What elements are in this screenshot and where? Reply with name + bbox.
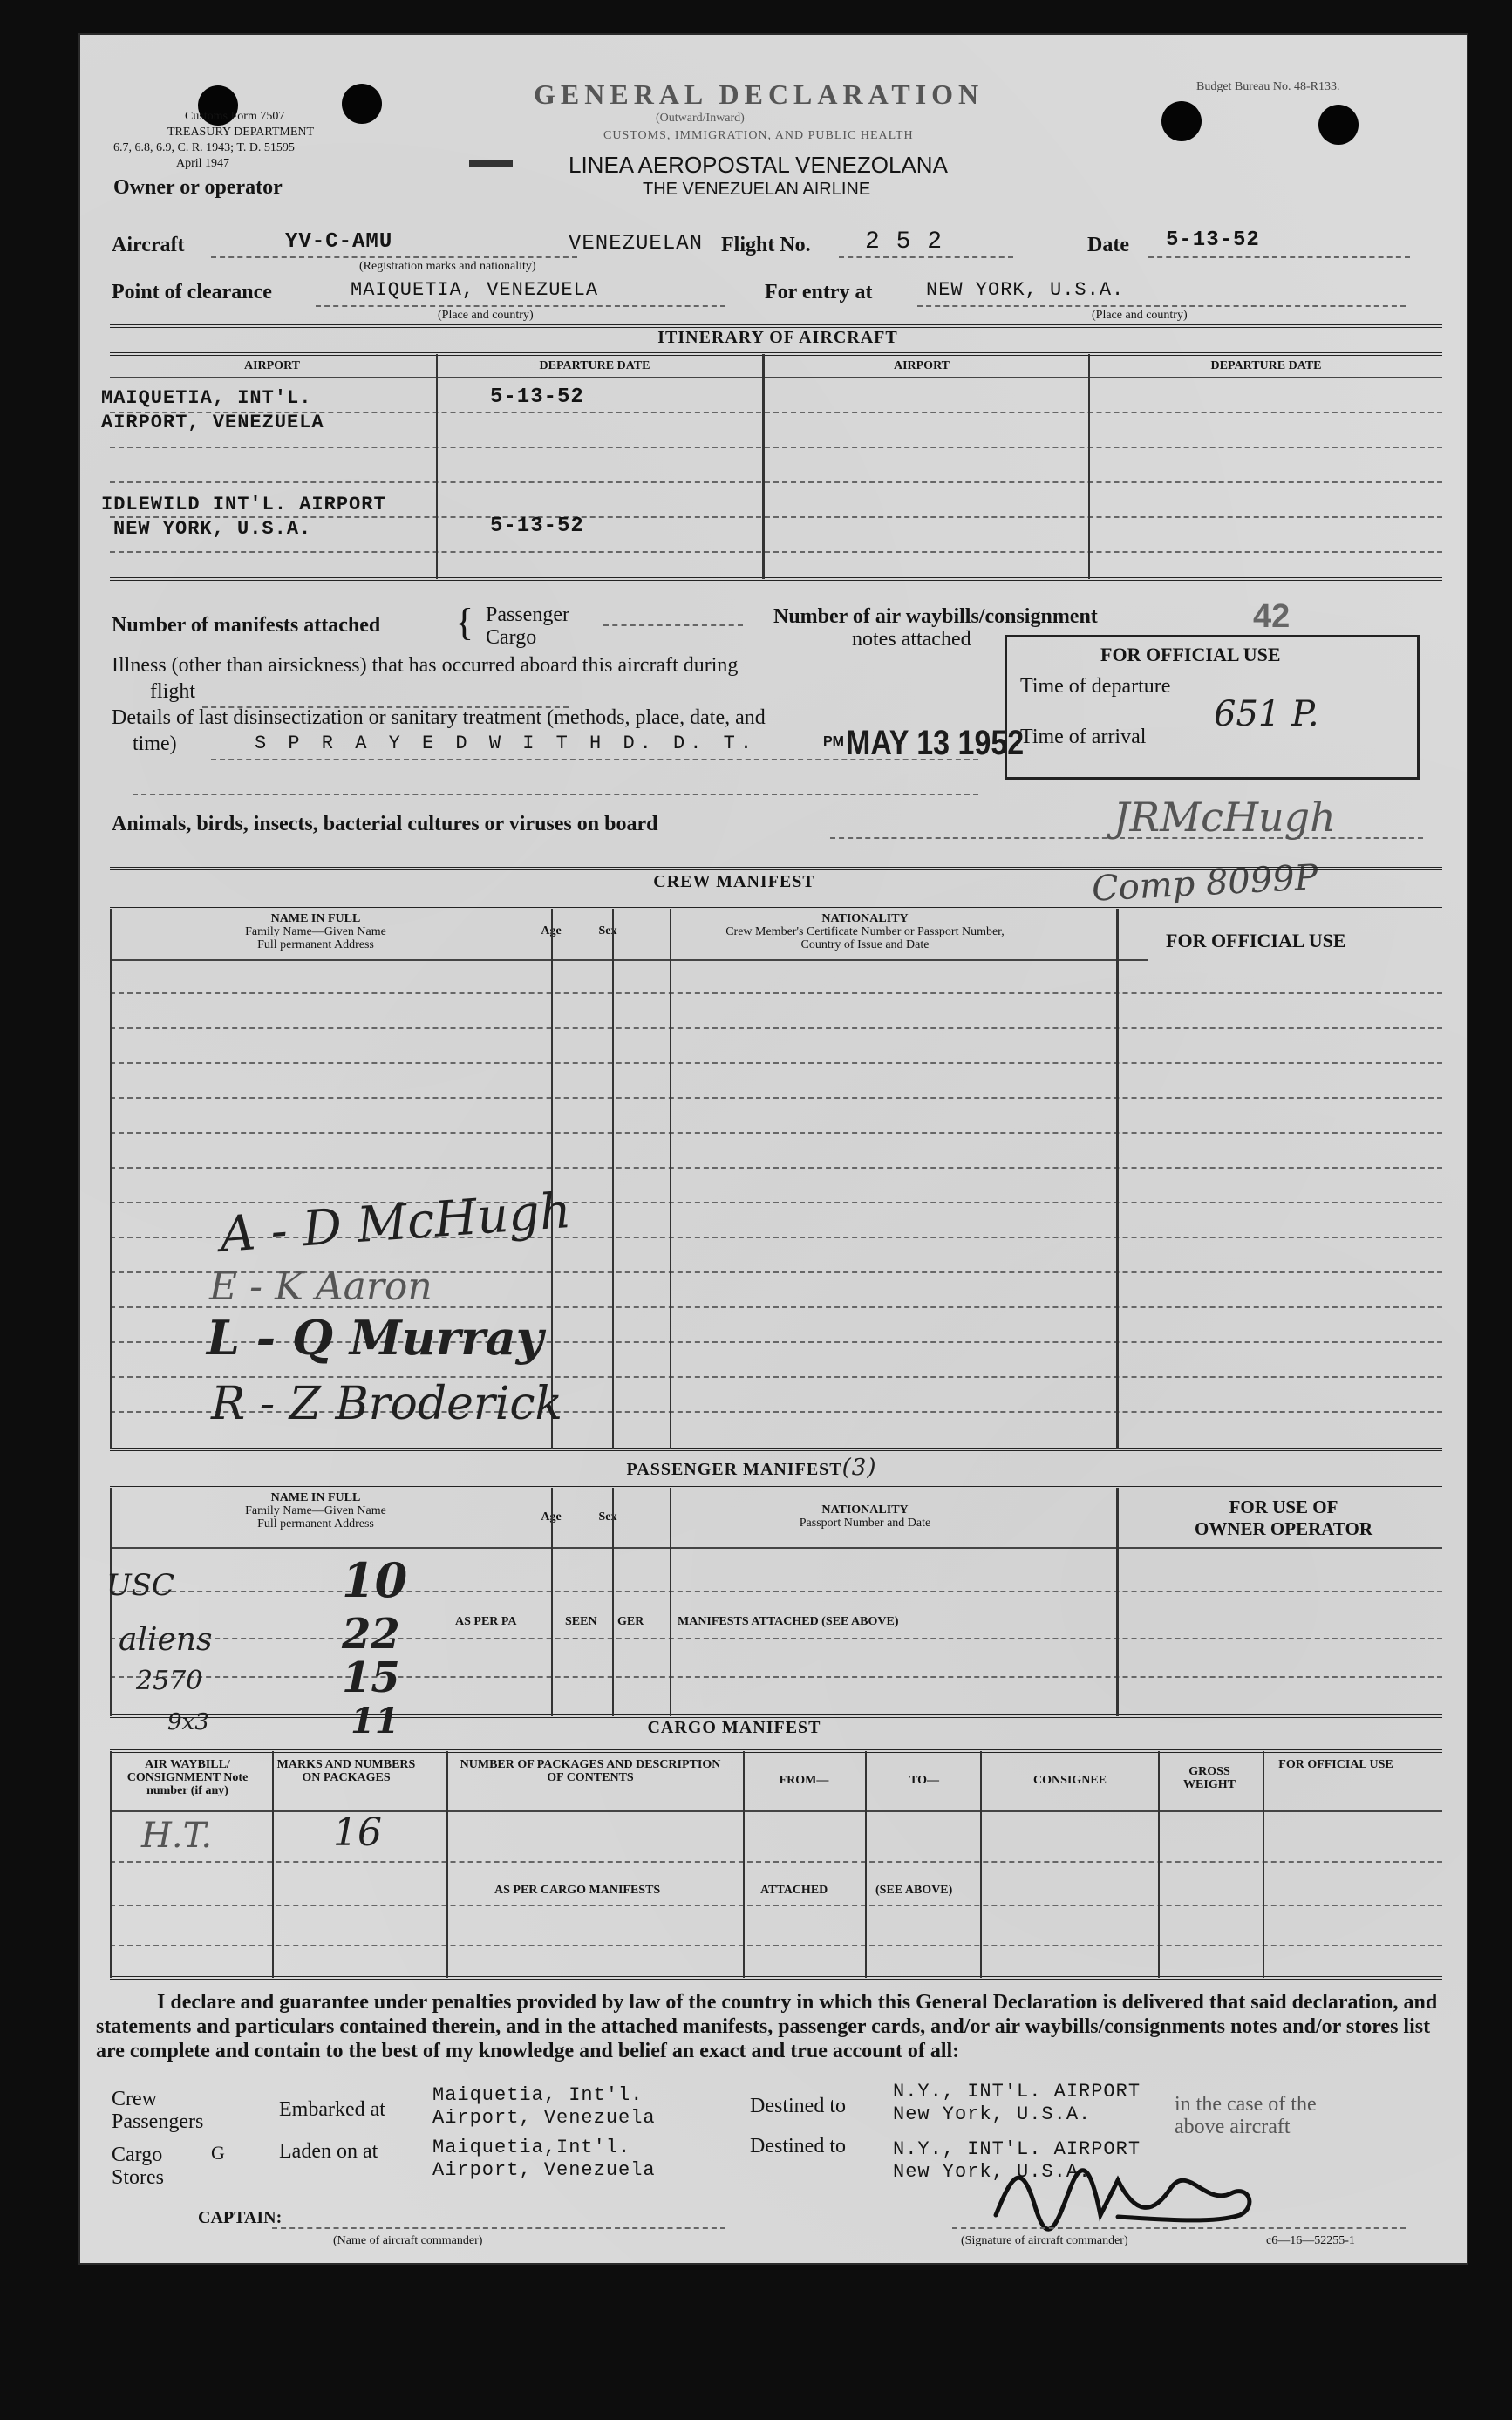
itinerary-airport: NEW YORK, U.S.A. xyxy=(113,518,312,540)
crew-signature: L - Q Murray xyxy=(207,1310,544,1366)
illness-label-2: flight xyxy=(150,680,195,703)
laden-label: Laden on at xyxy=(279,2140,378,2163)
crew-col-name xyxy=(115,912,516,951)
passenger-col-name-sub: Family Name—Given Name xyxy=(245,1504,386,1517)
passenger-col-nat-label: NATIONALITY xyxy=(821,1503,909,1517)
embarked-value: Maiquetia, Int'l. xyxy=(432,2084,644,2106)
flight-number: 2 5 2 xyxy=(865,228,943,256)
agencies: CUSTOMS, IMMIGRATION, AND PUBLIC HEALTH xyxy=(603,129,914,142)
passenger-col-sex: Sex xyxy=(598,1510,617,1524)
aircraft-registration: YV-C-AMU xyxy=(285,230,393,254)
passenger-per-pa: AS PER PA xyxy=(455,1615,517,1628)
passenger-seen: SEEN xyxy=(565,1615,597,1628)
entry-sub: (Place and country) xyxy=(1092,309,1188,322)
cargo-col-packages: NUMBER OF PACKAGES AND DESCRIPTION OF CONTENTS xyxy=(460,1758,721,1784)
passenger-group-label: aliens xyxy=(119,1622,213,1658)
decl-crew: Crew xyxy=(112,2088,157,2110)
captain-label: CAPTAIN: xyxy=(198,2208,283,2227)
waybills-label: Number of air waybills/consignment xyxy=(773,605,1098,628)
itinerary-col-date: DEPARTURE DATE xyxy=(539,359,650,372)
aircraft-sub: (Registration marks and nationality) xyxy=(359,260,536,273)
passenger-col-age: Age xyxy=(541,1510,562,1524)
itinerary-airport: IDLEWILD INT'L. AIRPORT xyxy=(101,494,386,515)
airline-name-english: THE VENEZUELAN AIRLINE xyxy=(643,180,871,199)
airline-logo xyxy=(469,160,513,167)
passenger-col-name xyxy=(115,1491,516,1530)
passenger-col-owner-2: OWNER OPERATOR xyxy=(1195,1518,1372,1539)
disinsect-label-2: time) xyxy=(133,733,177,755)
cargo-title: CARGO MANIFEST xyxy=(647,1718,821,1737)
crew-signature: A - D McHugh xyxy=(218,1183,573,1264)
form-subtitle: (Outward/Inward) xyxy=(656,112,745,125)
passenger-manifest-count-label: Passenger xyxy=(486,603,569,626)
passenger-col-name-label: NAME IN FULL xyxy=(270,1491,361,1504)
disinsect-value: S P R A Y E D W I T H D. D. T. xyxy=(255,733,758,754)
passenger-col-owner-1: FOR USE OF xyxy=(1229,1496,1338,1517)
punch-hole xyxy=(1318,105,1359,145)
brace: { xyxy=(455,601,474,644)
destined-label: Destined to xyxy=(750,2135,846,2158)
official-note: Comp 8099P xyxy=(1090,857,1319,910)
destination-value: New York, U.S.A. xyxy=(893,2103,1092,2125)
itinerary-col-airport: AIRPORT xyxy=(893,359,950,372)
crew-col-name-sub: Full permanent Address xyxy=(257,938,374,951)
destination-value: N.Y., INT'L. AIRPORT xyxy=(893,2081,1141,2103)
cargo-packages-value: 16 xyxy=(333,1810,382,1855)
passenger-group-label: 2570 xyxy=(136,1666,203,1696)
waybills-label-2: notes attached xyxy=(852,628,971,651)
official-departure-label: Time of departure xyxy=(1020,675,1171,698)
punch-hole xyxy=(342,84,382,124)
passenger-col-name-sub: Full permanent Address xyxy=(257,1517,374,1530)
passenger-group-label: USC xyxy=(106,1568,174,1603)
crew-col-nationality xyxy=(643,912,1087,951)
flight-date: 5-13-52 xyxy=(1166,228,1260,252)
form-number: Customs Form 7507 xyxy=(185,110,285,123)
official-box-title: FOR OFFICIAL USE xyxy=(1100,644,1281,665)
destined-label: Destined to xyxy=(750,2095,846,2117)
cargo-manifest-count-label: Cargo xyxy=(486,626,537,649)
cargo-per-manifests: AS PER CARGO MANIFESTS xyxy=(494,1884,661,1897)
crew-title: CREW MANIFEST xyxy=(653,872,815,891)
form-title: GENERAL DECLARATION xyxy=(534,78,984,110)
punch-hole xyxy=(1161,101,1202,141)
crew-col-nat-sub: Country of Issue and Date xyxy=(800,938,930,951)
passenger-group-label: 9x3 xyxy=(167,1709,209,1735)
aircraft-label: Aircraft xyxy=(112,234,185,256)
case-note: above aircraft xyxy=(1175,2116,1291,2138)
cargo-see-above: (SEE ABOVE) xyxy=(875,1884,953,1897)
clearance-label: Point of clearance xyxy=(112,281,272,303)
passenger-group-count: 15 xyxy=(342,1653,400,1702)
case-note: in the case of the xyxy=(1175,2093,1317,2116)
entry-label: For entry at xyxy=(765,281,873,303)
cargo-col-official: FOR OFFICIAL USE xyxy=(1278,1758,1393,1771)
animals-label: Animals, birds, insects, bacterial cultures or viruses on board xyxy=(112,813,658,835)
official-signature: JRMcHugh xyxy=(1114,794,1336,841)
decl-cargo-mark: G xyxy=(211,2142,225,2164)
passenger-ger: GER xyxy=(617,1615,644,1628)
declaration-text: I declare and guarantee under penalties provided by law of the country in which this General Declaration is delivered that said declaration, and statements and particulars contained therein, and in the attached manifests, passenger cards, and/or air waybills/consignments notes and/or stores list are complete and contain to the best of my knowledge and belief an exact and true account of all: xyxy=(96,1991,1438,2062)
form-code: c6—16—52255-1 xyxy=(1266,2234,1355,2247)
passenger-title-text: PASSENGER MANIFEST xyxy=(626,1460,842,1479)
crew-col-official: FOR OFFICIAL USE xyxy=(1166,930,1346,951)
date-stamp: MAY 13 1952 xyxy=(846,724,1025,762)
manifests-label: Number of manifests attached xyxy=(112,614,381,637)
flight-label: Flight No. xyxy=(721,234,811,256)
official-arrival-label: Time of arrival xyxy=(1020,726,1147,748)
embarked-label: Embarked at xyxy=(279,2098,385,2121)
embarked-value: Airport, Venezuela xyxy=(432,2107,656,2129)
destination-value: New York, U.S.A. xyxy=(893,2161,1092,2183)
disinsect-label: Details of last disinsectization or sanitary treatment (methods, place, date, and xyxy=(112,706,766,729)
laden-value: Airport, Venezuela xyxy=(432,2159,656,2181)
passenger-title-note: (3) xyxy=(841,1455,877,1481)
crew-col-nat-sub: Crew Member's Certificate Number or Passport Number, xyxy=(725,925,1005,938)
passenger-group-count: 22 xyxy=(342,1610,400,1659)
captain-name-sub: (Name of aircraft commander) xyxy=(333,2234,483,2247)
passenger-title xyxy=(603,1455,900,1481)
cargo-col-marks: MARKS AND NUMBERS ON PACKAGES xyxy=(276,1758,416,1784)
crew-col-age: Age xyxy=(541,924,562,937)
passenger-col-nat-sub: Passport Number and Date xyxy=(799,1517,931,1530)
cargo-col-weight: GROSS WEIGHT xyxy=(1183,1765,1236,1791)
waybills-value: 42 xyxy=(1253,598,1291,635)
itinerary-airport: AIRPORT, VENEZUELA xyxy=(101,412,324,433)
cargo-waybill-value: H.T. xyxy=(141,1816,213,1856)
revision-date: April 1947 xyxy=(176,157,230,170)
decl-passengers: Passengers xyxy=(112,2110,204,2133)
passenger-group-count: 10 xyxy=(342,1552,408,1608)
illness-label: Illness (other than airsickness) that has occurred aboard this aircraft during xyxy=(112,654,739,677)
crew-col-name-label: NAME IN FULL xyxy=(270,912,361,925)
passenger-attached: MANIFESTS ATTACHED (SEE ABOVE) xyxy=(678,1615,899,1628)
crew-signature: E - K Aaron xyxy=(209,1265,432,1309)
cargo-col-from: FROM— xyxy=(779,1774,829,1787)
itinerary-airport: MAIQUETIA, INT'L. xyxy=(101,387,312,409)
crew-col-sex: Sex xyxy=(598,924,617,937)
cargo-col-to: TO— xyxy=(909,1774,939,1787)
itinerary-title: ITINERARY OF AIRCRAFT xyxy=(657,328,898,347)
crew-col-name-sub: Family Name—Given Name xyxy=(245,925,386,938)
arrival-time: 651 P. xyxy=(1214,694,1319,734)
laden-value: Maiquetia,Int'l. xyxy=(432,2137,631,2158)
aircraft-nationality: VENEZUELAN xyxy=(569,232,704,256)
clearance-sub: (Place and country) xyxy=(438,309,534,322)
declaration-form xyxy=(80,35,1467,2263)
regulations: 6.7, 6.8, 6.9, C. R. 1943; T. D. 51595 xyxy=(113,141,295,154)
decl-stores: Stores xyxy=(112,2166,164,2189)
passenger-col-owner xyxy=(1161,1496,1406,1540)
stamp-prefix: PM xyxy=(823,734,844,749)
entry-value: NEW YORK, U.S.A. xyxy=(926,279,1125,301)
captain-signature-sub: (Signature of aircraft commander) xyxy=(961,2234,1128,2247)
cargo-col-waybill: AIR WAYBILL/ CONSIGNMENT Note number (if any) xyxy=(126,1758,249,1797)
itinerary-date: 5-13-52 xyxy=(490,515,584,538)
itinerary-col-airport: AIRPORT xyxy=(243,359,301,372)
cargo-col-consignee: CONSIGNEE xyxy=(1032,1774,1107,1787)
airline-name: LINEA AEROPOSTAL VENEZOLANA xyxy=(569,152,948,178)
crew-col-nat-label: NATIONALITY xyxy=(821,912,909,925)
itinerary-date: 5-13-52 xyxy=(490,385,584,409)
passenger-col-nationality xyxy=(643,1503,1087,1530)
owner-label: Owner or operator xyxy=(113,176,283,199)
passenger-group-count: 11 xyxy=(351,1701,399,1742)
date-label: Date xyxy=(1087,234,1129,256)
budget-bureau: Budget Bureau No. 48-R133. xyxy=(1196,80,1340,93)
clearance-value: MAIQUETIA, VENEZUELA xyxy=(351,279,599,301)
treasury-label: TREASURY DEPARTMENT xyxy=(167,126,315,139)
captain-signature xyxy=(987,2154,1275,2233)
cargo-attached: ATTACHED xyxy=(760,1884,828,1897)
decl-cargo: Cargo xyxy=(112,2144,163,2166)
destination-value: N.Y., INT'L. AIRPORT xyxy=(893,2138,1141,2160)
itinerary-col-date: DEPARTURE DATE xyxy=(1210,359,1322,372)
crew-signature: R - Z Broderick xyxy=(211,1378,562,1430)
